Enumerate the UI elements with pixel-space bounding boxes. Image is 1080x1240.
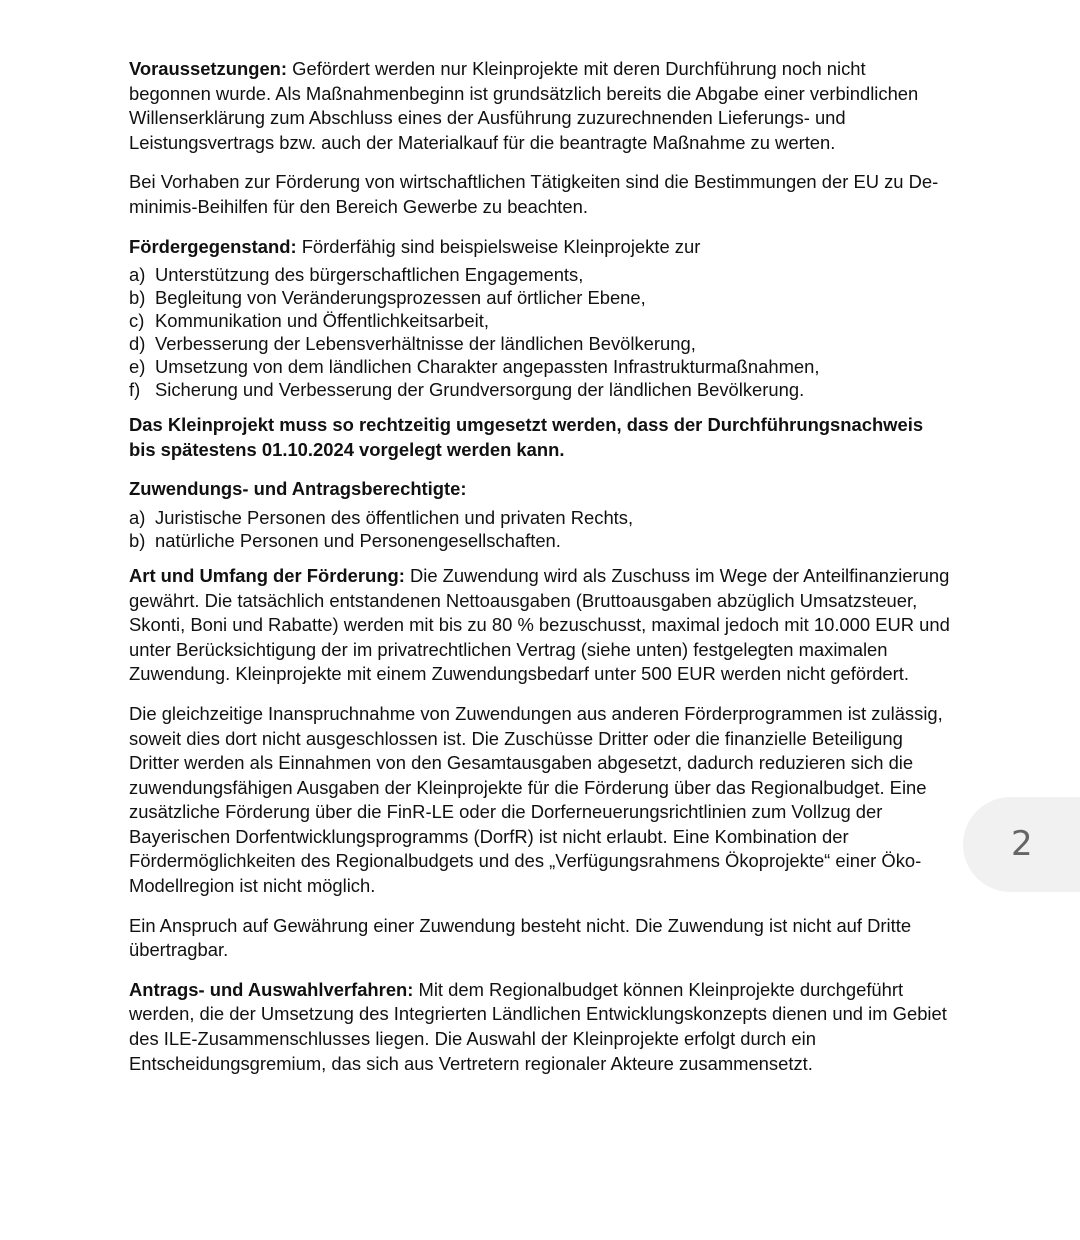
list-item-text: Unterstützung des bürgerschaftlichen Engagements, (155, 264, 584, 286)
paragraph-anspruch (129, 914, 951, 963)
list-item (129, 309, 951, 332)
list-item (129, 529, 951, 552)
list-item (129, 506, 951, 529)
paragraph-voraussetzungen (129, 57, 951, 155)
paragraph-deadline (129, 413, 951, 462)
foerdergegenstand-list (129, 263, 951, 401)
list-marker: e) (129, 356, 146, 378)
list-item (129, 332, 951, 355)
list-item (129, 286, 951, 309)
paragraph-text: Gefördert werden nur Kleinprojekte mit deren Durchführung noch nicht begonnen wurde. Als Maßnahmenbeginn ist grundsätzlich bereits die Abgabe einer verbindlichen Willenserklärung zum Abschluss eines der Ausführung zuzurechnenden Lieferungs- und Leistungsvertrags bzw. auch der Materialkauf für die beantragte Maßnahme zu werten. (129, 58, 919, 153)
paragraph-text: Bei Vorhaben zur Förderung von wirtschaftlichen Tätigkeiten sind die Bestimmungen der EU zu De-minimis-Beihilfen für den Bereich Gewerbe zu beachten. (129, 171, 939, 217)
paragraph-text: Ein Anspruch auf Gewährung einer Zuwendung besteht nicht. Die Zuwendung ist nicht auf Dritte übertragbar. (129, 914, 912, 961)
paragraph-inanspruchnahme (129, 702, 951, 899)
paragraph-text: Förderfähig sind beispielsweise Kleinprojekte zur (296, 235, 701, 257)
paragraph-de-minimis (129, 170, 951, 219)
list-marker: f) (129, 379, 141, 401)
list-item-text: Umsetzung von dem ländlichen Charakter angepassten Infrastrukturmaßnahmen, (155, 356, 820, 378)
list-item-text: Juristische Personen des öffentlichen und privaten Rechts, (155, 506, 634, 528)
list-item-text: Verbesserung der Lebensverhältnisse der ländlichen Bevölkerung, (155, 333, 696, 355)
list-item-text: Kommunikation und Öffentlichkeitsarbeit, (155, 310, 489, 332)
list-item (129, 378, 951, 401)
page-number: 2 (1011, 824, 1033, 864)
paragraph-text: Die gleichzeitige Inanspruchnahme von Zuwendungen aus anderen Förderprogrammen ist zulässig, soweit dies dort nicht ausgeschlossen ist. Die Zuschüsse Dritter oder die finanzielle Beteiligung Dritter werden als Einnahmen von den Gesamtausgaben abgesetzt, dadurch reduzieren sich die zuwendungsfähigen Ausgaben der Kleinprojekte für die Förderung über das Regionalbudget. Eine zusätzliche Förderung über die FinR-LE oder die Dorferneuerungsrichtlinien zum Vollzug der Bayerischen Dorfentwicklungsprogramms (DorfR) ist nicht erlaubt. Eine Kombination der Fördermöglichkeiten des Regionalbudgets und des „Verfügungsrahmens Ökoprojekte“ einer Öko-Modellregion ist nicht möglich. (129, 702, 943, 897)
list-marker: c) (129, 310, 145, 332)
paragraph-text: Mit dem Regionalbudget können Kleinprojekte durchgeführt werden, die der Umsetzung des Integrierten Ländlichen Entwicklungskonzepts dienen und im Gebiet des ILE-Zusammenschlusses liegen. Die Auswahl der Kleinprojekte erfolgt durch ein Entscheidungsgremium, das sich aus Vertretern regionaler Akteure zusammensetzt. (129, 978, 947, 1074)
paragraph-foerdergegenstand (129, 235, 951, 260)
document-page (129, 57, 951, 1091)
paragraph-heading: Antrags- und Auswahlverfahren: (129, 978, 414, 1000)
page-indicator[interactable] (963, 797, 1080, 892)
list-marker: b) (129, 287, 146, 309)
paragraph-berechtigte (129, 477, 951, 502)
list-marker: d) (129, 333, 146, 355)
paragraph-heading: Art und Umfang der Förderung: (129, 564, 405, 586)
paragraph-bold-text: Das Kleinprojekt muss so rechtzeitig umgesetzt werden, dass der Durchführungsnachweis bis spätestens 01.10.2024 vorgelegt werden kann. (129, 414, 924, 460)
list-item (129, 355, 951, 378)
paragraph-heading: Fördergegenstand: (129, 235, 297, 257)
paragraph-auswahlverfahren (129, 978, 951, 1076)
list-marker: a) (129, 264, 146, 286)
paragraph-art-und-umfang (129, 564, 951, 687)
list-marker: a) (129, 506, 146, 528)
list-item-text: Begleitung von Veränderungsprozessen auf örtlicher Ebene, (155, 287, 646, 309)
berechtigte-list (129, 506, 951, 552)
paragraph-heading: Voraussetzungen: (129, 58, 288, 79)
list-marker: b) (129, 529, 146, 551)
list-item-text: Sicherung und Verbesserung der Grundversorgung der ländlichen Bevölkerung. (155, 379, 805, 401)
paragraph-text: Die Zuwendung wird als Zuschuss im Wege der Anteilfinanzierung gewährt. Die tatsächlich entstandenen Nettoausgaben (Bruttoausgaben abzüglich Umsatzsteuer, Skonti, Boni und Rabatte) werden mit bis zu 80 % bezuschusst, maximal jedoch mit 10.000 EUR und unter Berücksichtigung der im privatrechtlichen Vertrag (siehe unten) festgelegten maximalen Zuwendung. Kleinprojekte mit einem Zuwendungsbedarf unter 500 EUR werden nicht gefördert. (129, 564, 950, 685)
list-item (129, 263, 951, 286)
paragraph-heading: Zuwendungs- und Antragsberechtigte: (129, 478, 467, 500)
list-item-text: natürliche Personen und Personengesellschaften. (155, 529, 561, 551)
